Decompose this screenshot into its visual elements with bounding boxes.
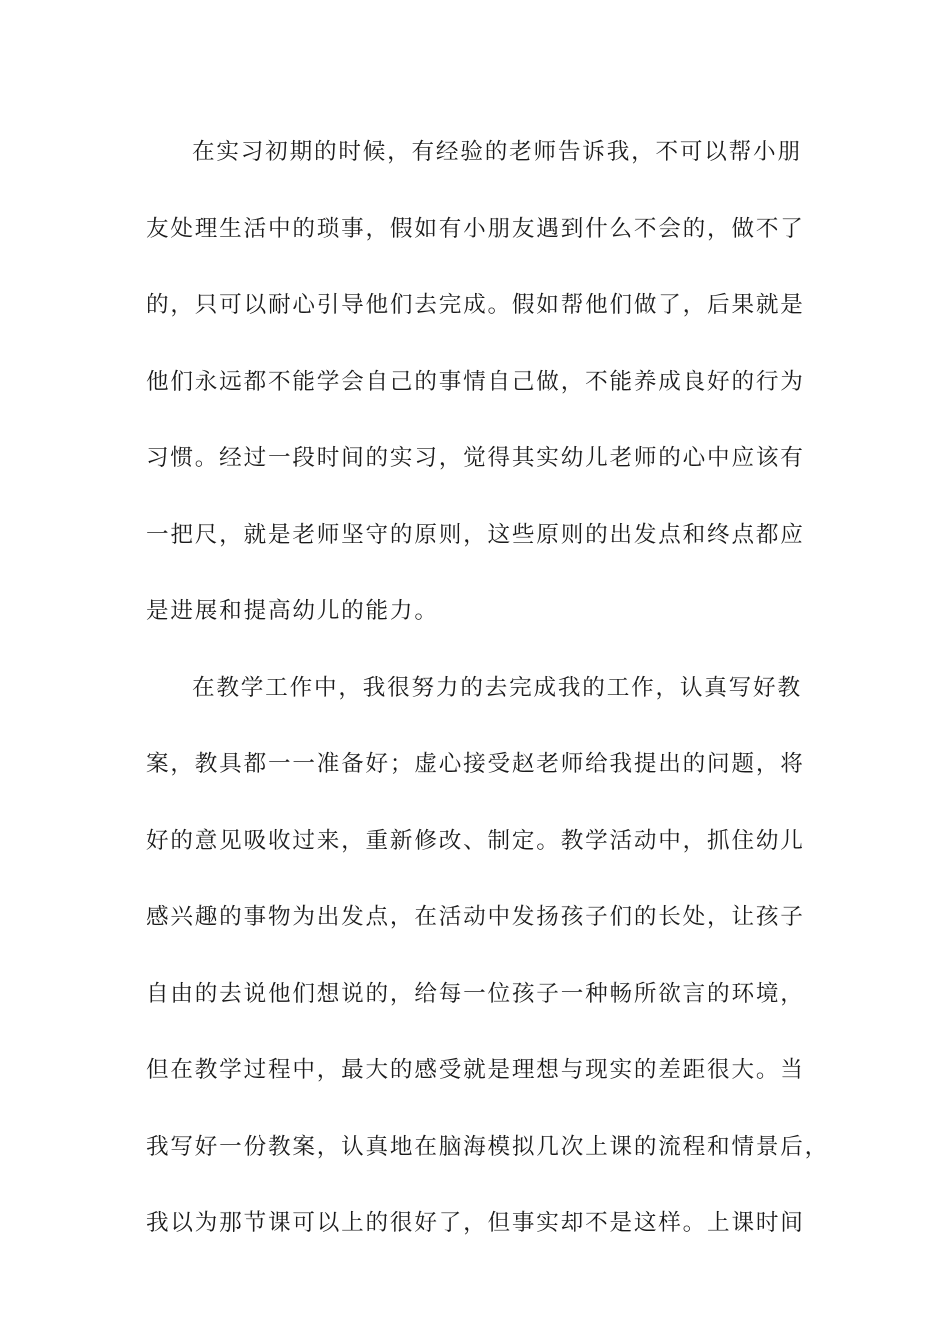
text-line: 但在教学过程中，最大的感受就是理想与现实的差距很大。当 [146,1057,805,1083]
text-line: 好的意见吸收过来，重新修改、制定。教学活动中，抓住幼儿 [146,827,805,854]
text-line: 我以为那节课可以上的很好了，但事实却不是这样。上课时间 [146,1210,805,1236]
text-line: 友处理生活中的琐事，假如有小朋友遇到什么不会的，做不了 [146,215,805,242]
text-line: 案，教具都一一准备好；虚心接受赵老师给我提出的问题，将 [146,751,805,777]
text-line: 在实习初期的时候，有经验的老师告诉我，不可以帮小朋 [192,139,802,165]
text-line: 的，只可以耐心引导他们去完成。假如帮他们做了，后果就是 [146,292,805,318]
text-line: 自由的去说他们想说的，给每一位孩子一种畅所欲言的环境， [146,980,805,1007]
text-line: 我写好一份教案，认真地在脑海模拟几次上课的流程和情景后， [146,1133,830,1160]
text-line: 在教学工作中，我很努力的去完成我的工作，认真写好教 [192,674,802,701]
text-line: 一把尺，就是老师坚守的原则，这些原则的出发点和终点都应 [146,521,805,548]
text-line: 感兴趣的事物为出发点，在活动中发扬孩子们的长处，让孩子 [146,904,805,930]
text-line: 是进展和提高幼儿的能力。 [146,598,439,624]
text-line: 习惯。经过一段时间的实习，觉得其实幼儿老师的心中应该有 [146,445,805,471]
body-text [146,124,830,1272]
text-line: 他们永远都不能学会自己的事情自己做，不能养成良好的行为 [146,368,805,395]
